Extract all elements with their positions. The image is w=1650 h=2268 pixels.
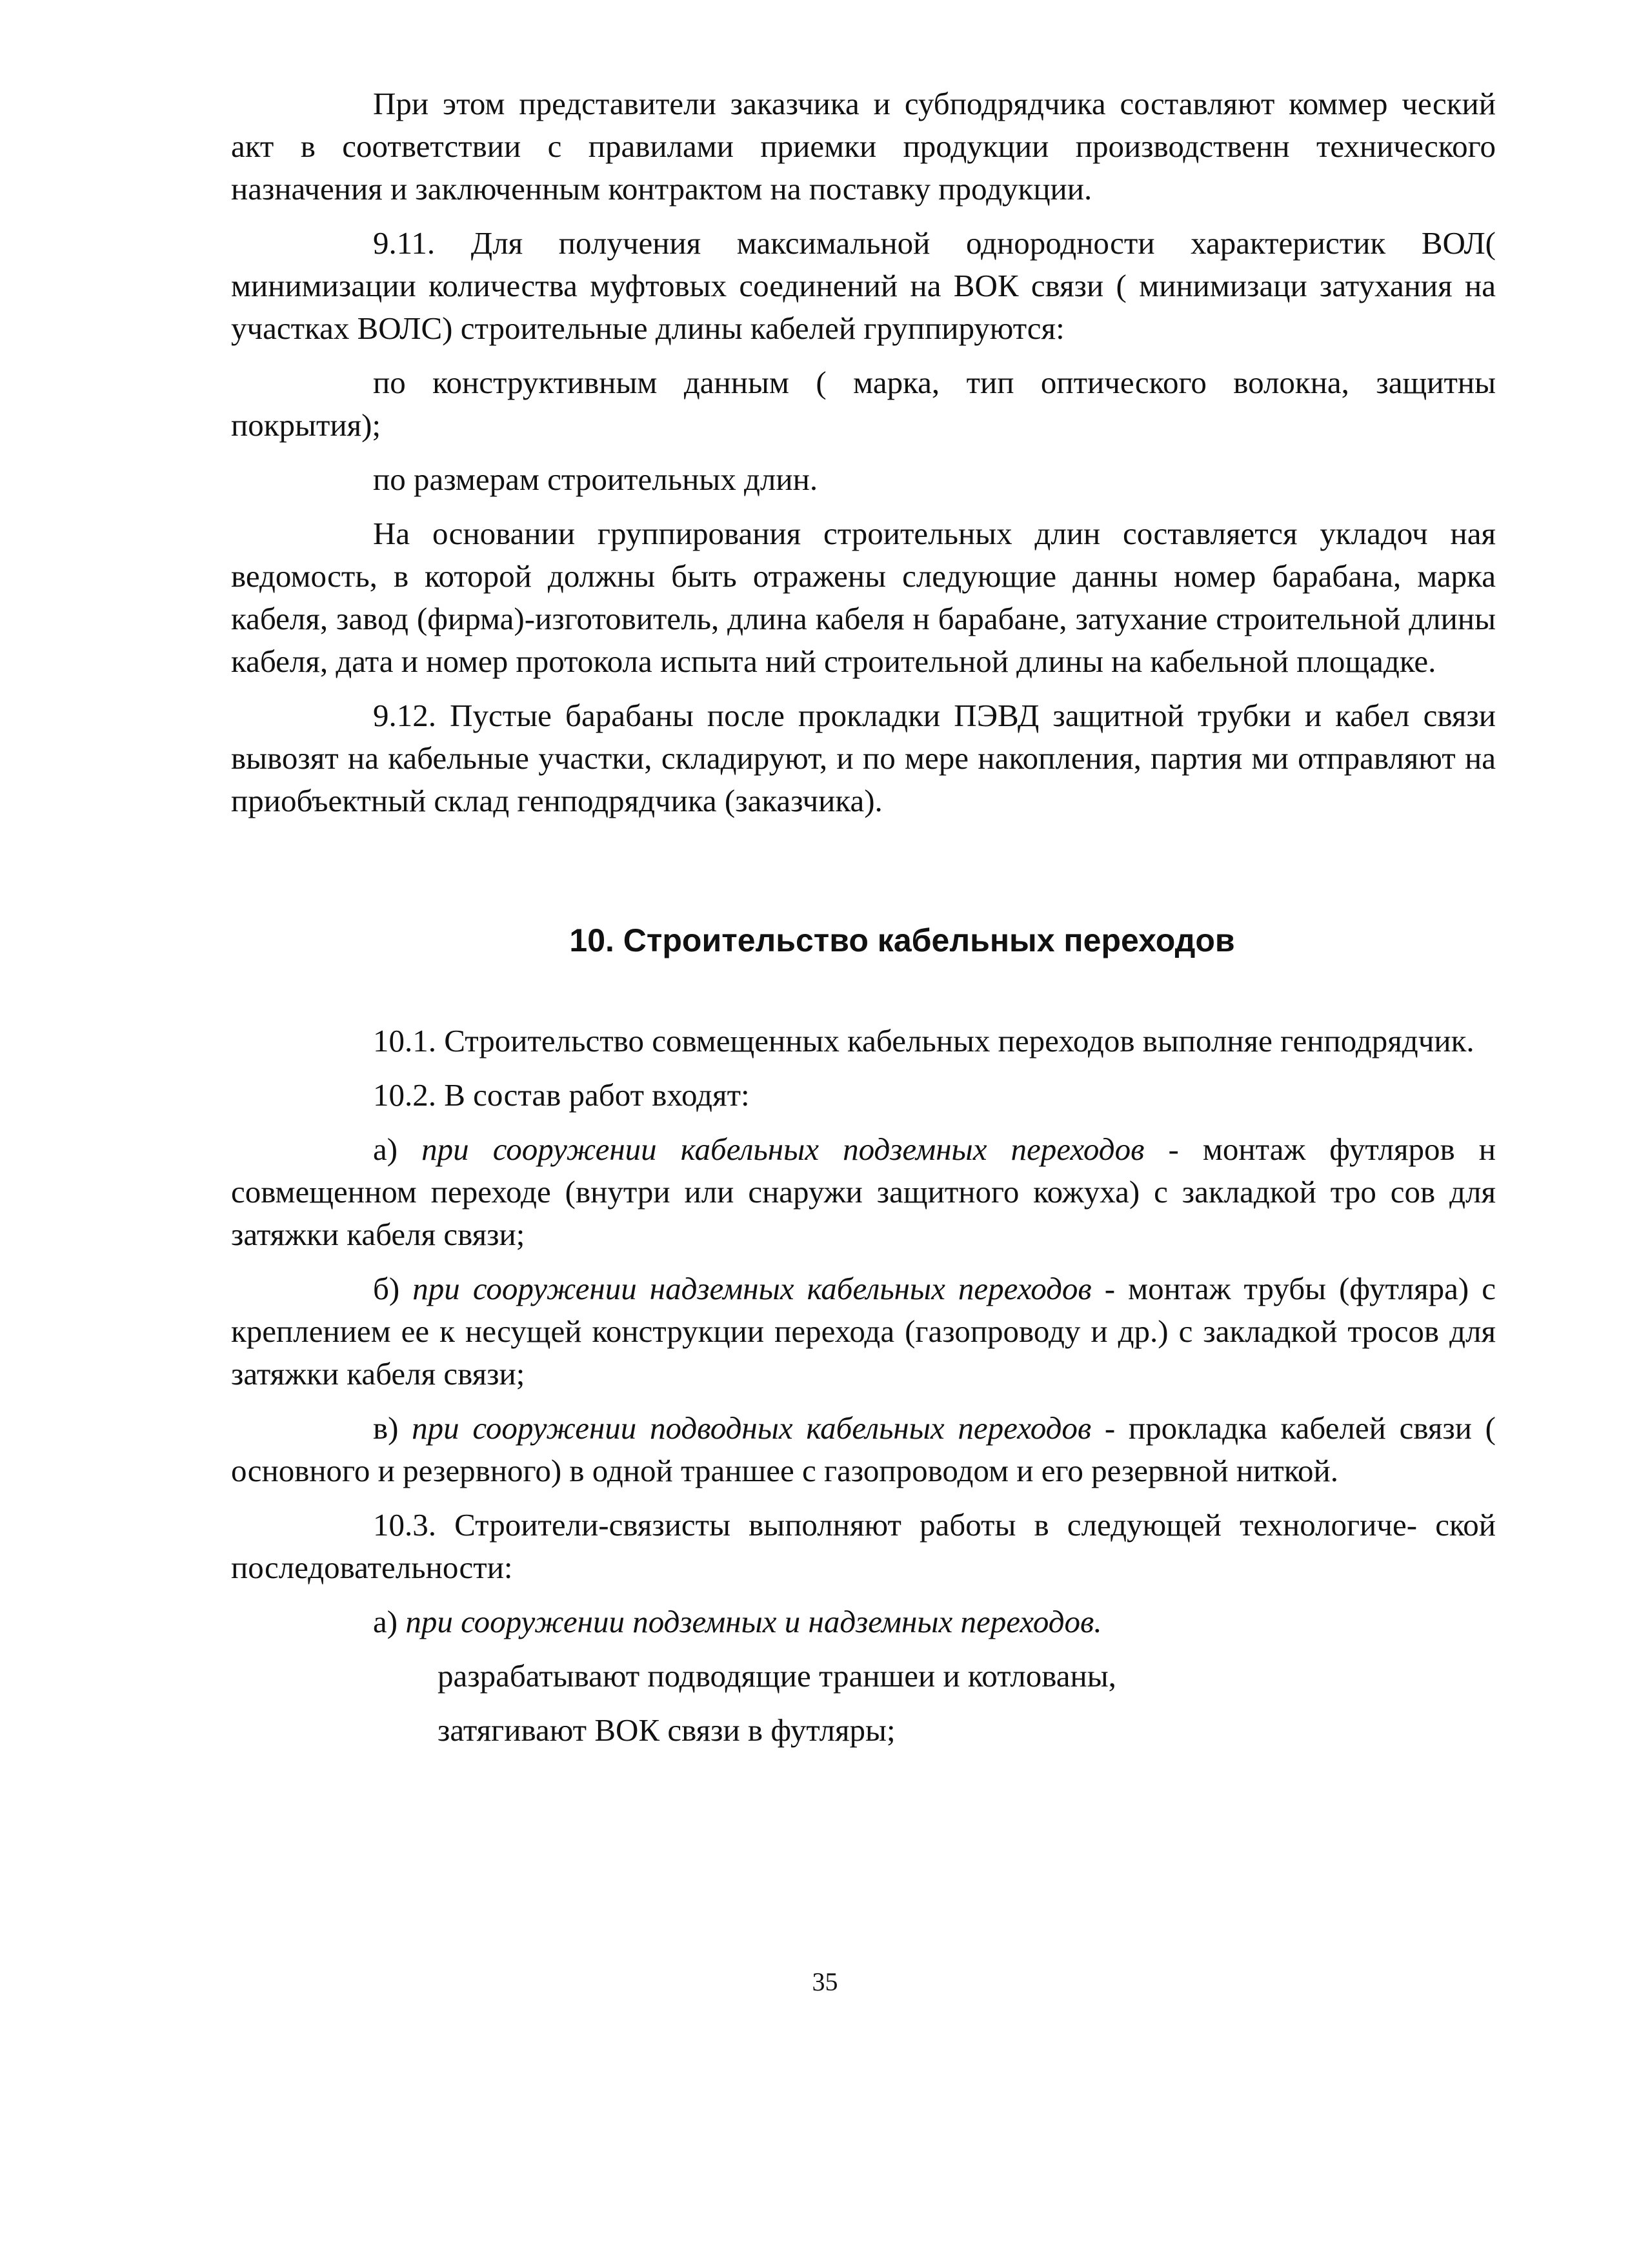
item-v-prefix: в) bbox=[373, 1410, 412, 1446]
item-v-underwater bbox=[231, 1407, 1496, 1492]
item-a-prefix: а) bbox=[373, 1131, 422, 1167]
paragraph-by-lengths: по размерам строительных длин. bbox=[373, 461, 818, 497]
item-a2-transitions bbox=[231, 1601, 1496, 1643]
item-a-italic: при сооружении кабельных подземных переходов bbox=[421, 1131, 1145, 1167]
item-b-italic: при сооружении надземных кабельных переходов bbox=[412, 1271, 1092, 1306]
item-a2-italic: при сооружении подземных и надземных переходов. bbox=[405, 1604, 1102, 1639]
paragraph-9-11: 9.11. Для получения максимальной однородности характеристик ВОЛ( минимизации количества муфтовых соединений на ВОК связи ( минимизаци затухания на участках ВОЛС) строительные длины кабелей группируются: bbox=[231, 225, 1496, 346]
item-a2-prefix: а) bbox=[373, 1604, 406, 1639]
item-10-1: 10.1. Строительство совмещенных кабельных переходов выполняе генподрядчик. bbox=[373, 1023, 1474, 1058]
item-a-text: - монтаж футляров н совмещенном переходе (внутри или снаружи защитного кожуха) с закладкой тро сов для затяжки кабеля связи; bbox=[231, 1131, 1496, 1252]
item-b-overground bbox=[231, 1268, 1496, 1395]
paragraph-9-12: 9.12. Пустые барабаны после прокладки ПЭВД защитной трубки и кабел связи вывозят на кабельные участки, складируют, и по мере накопления, партия ми отправляют на приобъектный склад генподрядчика (заказчика). bbox=[231, 698, 1496, 818]
item-b-prefix: б) bbox=[373, 1271, 413, 1306]
page-body bbox=[231, 83, 1496, 1752]
step-pull-cable: затягивают ВОК связи в футляры; bbox=[438, 1712, 896, 1748]
paragraph-laying-sheet: На основании группирования строительных длин составляется укладоч ная ведомость, в которой должны быть отражены следующие данны номер барабана, марка кабеля, завод (фирма)-изготовитель, длина кабеля н барабане, затухание строительной длины кабеля, дата и номер протокола испыта ний строительной длины на кабельной площадке. bbox=[231, 516, 1496, 679]
item-b-text: - монтаж трубы (футляра) с креплением ее к несущей конструкции перехода (газопроводу и др.) с закладкой тросов для затяжки кабеля связи; bbox=[231, 1271, 1496, 1392]
step-trenches: разрабатывают подводящие траншеи и котлованы, bbox=[438, 1658, 1116, 1694]
item-10-3: 10.3. Строители-связисты выполняют работы в следующей технологиче- ской последовательности: bbox=[231, 1507, 1496, 1585]
section-heading: 10. Строительство кабельных переходов bbox=[569, 922, 1235, 958]
page-number: 35 bbox=[812, 1967, 838, 1996]
paragraph-by-design-data: по конструктивным данным ( марка, тип оптического волокна, защитны покрытия); bbox=[231, 365, 1496, 443]
item-v-italic: при сооружении подводных кабельных переходов bbox=[412, 1410, 1092, 1446]
item-a-underground bbox=[231, 1128, 1496, 1256]
item-10-2: 10.2. В состав работ входят: bbox=[373, 1077, 750, 1113]
heading-spacer bbox=[231, 962, 1496, 1020]
item-v-text: - прокладка кабелей связи ( основного и резервного) в одной траншее с газопроводом и его резервной ниткой. bbox=[231, 1410, 1496, 1488]
paragraph-commercial-act: При этом представители заказчика и субподрядчика составляют коммер ческий акт в соответствии с правилами приемки продукции производственн технического назначения и заключенным контрактом на поставку продукции. bbox=[231, 86, 1496, 207]
section-spacer bbox=[231, 822, 1496, 919]
